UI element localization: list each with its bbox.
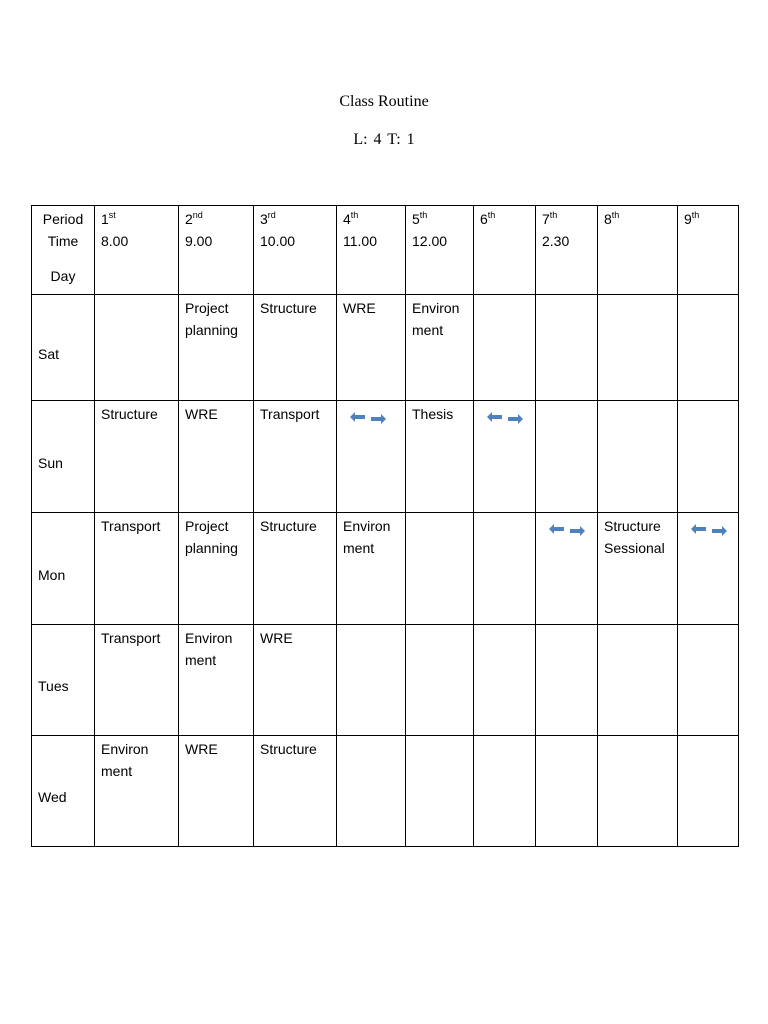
- class-cell: Structure: [254, 295, 337, 401]
- period-time: 12.00: [412, 233, 448, 249]
- period-header: 9th: [678, 206, 739, 295]
- table-row: [32, 625, 739, 736]
- class-cell: Environ ment: [337, 513, 406, 625]
- class-cell: [536, 625, 598, 736]
- period-time: 9.00: [185, 233, 213, 249]
- credit-info: L: 4 T: 1: [353, 131, 415, 148]
- class-cell: [678, 401, 739, 513]
- class-cell: [678, 736, 739, 847]
- class-cell: Environ ment: [179, 625, 254, 736]
- class-cell: [474, 401, 536, 513]
- class-cell: [598, 736, 678, 847]
- header-row: [32, 206, 739, 295]
- day-cell: Tues: [32, 625, 95, 736]
- period-time: 2.30: [542, 233, 570, 249]
- table-row: [32, 736, 739, 847]
- class-cell: [536, 513, 598, 625]
- class-cell: [678, 625, 739, 736]
- class-cell: [678, 513, 739, 625]
- table-row: [32, 513, 739, 625]
- period-header: 1st 8.00: [95, 206, 179, 295]
- day-cell: Sat: [32, 295, 95, 401]
- day-label: Day: [50, 268, 76, 284]
- period-header: 6th: [474, 206, 536, 295]
- class-cell: [406, 625, 474, 736]
- period-time: 10.00: [260, 233, 296, 249]
- day-cell: Wed: [32, 736, 95, 847]
- period-header: 8th: [598, 206, 678, 295]
- class-cell: [474, 513, 536, 625]
- left-right-arrow-icon: [487, 414, 518, 421]
- class-cell: Structure Sessional: [598, 513, 678, 625]
- period-time: 11.00: [343, 233, 377, 249]
- period-label: Period: [42, 211, 84, 227]
- table-row: [32, 295, 739, 401]
- day-cell: Mon: [32, 513, 95, 625]
- class-cell: [406, 513, 474, 625]
- corner-cell: [32, 206, 95, 295]
- class-cell: [474, 736, 536, 847]
- class-cell: [536, 736, 598, 847]
- class-cell: Structure: [95, 401, 179, 513]
- class-cell: [337, 625, 406, 736]
- class-cell: WRE: [179, 401, 254, 513]
- period-header: 3rd 10.00: [254, 206, 337, 295]
- class-cell: [337, 401, 406, 513]
- class-cell: Transport: [95, 513, 179, 625]
- class-cell: WRE: [179, 736, 254, 847]
- class-cell: [474, 625, 536, 736]
- left-right-arrow-icon: [549, 526, 580, 533]
- class-cell: Project planning: [179, 295, 254, 401]
- day-cell: Sun: [32, 401, 95, 513]
- class-cell: Transport: [95, 625, 179, 736]
- class-cell: [598, 625, 678, 736]
- class-cell: WRE: [337, 295, 406, 401]
- class-cell: Environ ment: [406, 295, 474, 401]
- class-cell: Structure: [254, 736, 337, 847]
- class-cell: [536, 295, 598, 401]
- class-cell: Transport: [254, 401, 337, 513]
- class-cell: [536, 401, 598, 513]
- period-header: 5th 12.00: [406, 206, 474, 295]
- class-cell: [598, 401, 678, 513]
- left-right-arrow-icon: [350, 414, 381, 421]
- class-cell: Structure: [254, 513, 337, 625]
- time-label: Time: [47, 233, 79, 249]
- class-cell: [678, 295, 739, 401]
- class-cell: [406, 736, 474, 847]
- class-cell: Thesis: [406, 401, 474, 513]
- class-cell: Project planning: [179, 513, 254, 625]
- period-time: 8.00: [101, 233, 129, 249]
- routine-table: [31, 205, 739, 847]
- class-cell: [337, 736, 406, 847]
- page-title: Class Routine: [339, 93, 429, 110]
- table-row: [32, 401, 739, 513]
- period-header: 7th 2.30: [536, 206, 598, 295]
- period-header: 4th 11.00: [337, 206, 406, 295]
- class-cell: [95, 295, 179, 401]
- class-cell: Environ ment: [95, 736, 179, 847]
- class-cell: [474, 295, 536, 401]
- period-header: 2nd 9.00: [179, 206, 254, 295]
- left-right-arrow-icon: [691, 526, 722, 533]
- class-cell: WRE: [254, 625, 337, 736]
- class-cell: [598, 295, 678, 401]
